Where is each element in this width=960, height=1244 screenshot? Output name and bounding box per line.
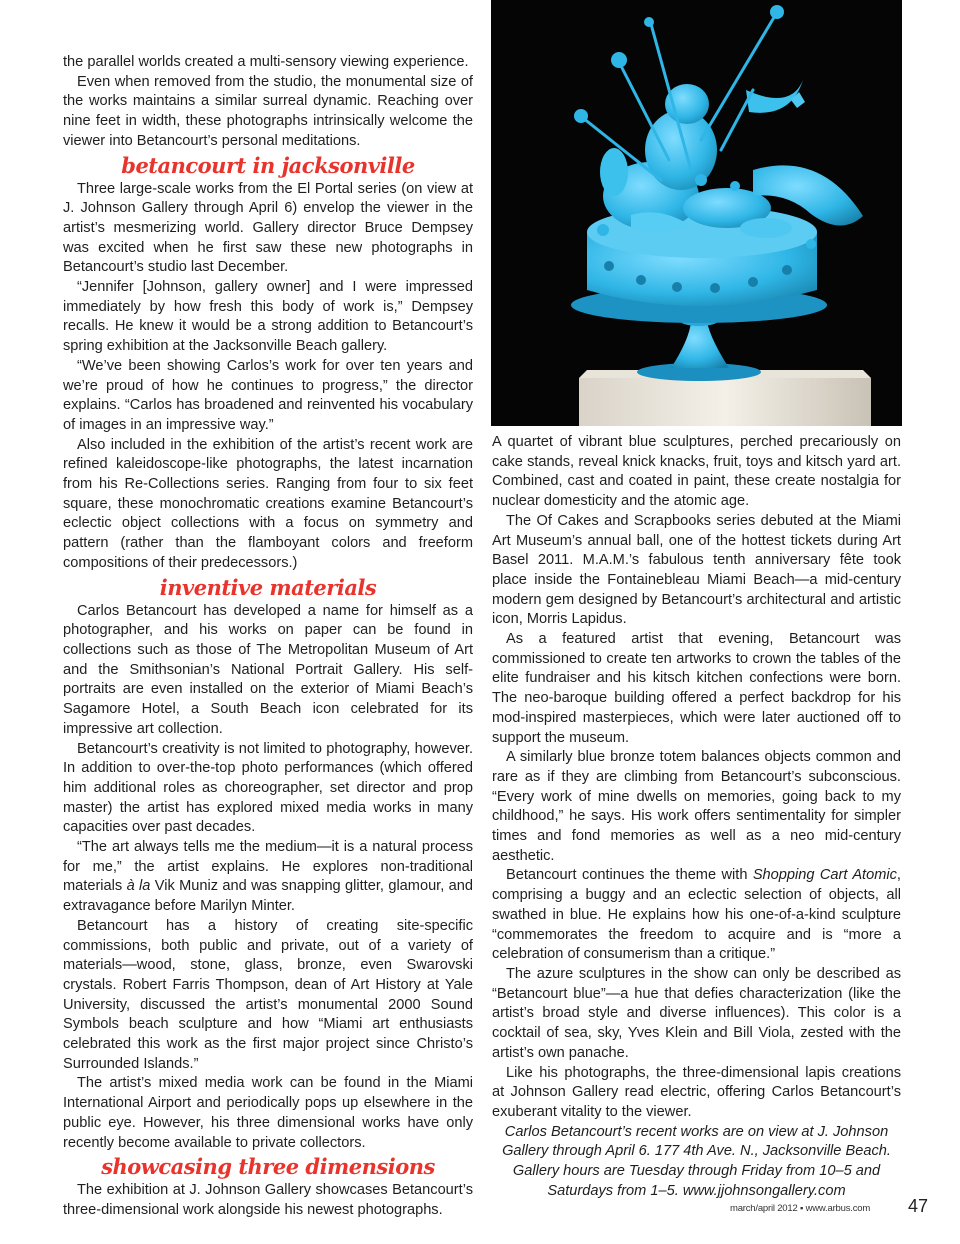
page-number: 47 [908,1196,929,1216]
italic-run: à la [126,878,151,895]
body-paragraph: Betancourt’s creativity is not limited to photography, however. In addition to over-the-top photo performances (which offered him additional roles as choreographer, set director and prop master) the artist has explored mixed media works in many capacities over past decades. [63,740,473,836]
body-paragraph: A similarly blue bronze totem balances objects common and rare as if they are climbing from Betancourt’s subconscious. “Every work of mine dwells on memories, going back to my childhood,” he says. His work offers sentimentality for simpler times and fond memories as well as a neo mid-century aesthetic. [492,749,901,864]
page-footer [730,1196,930,1220]
body-paragraph: Even when removed from the studio, the monumental size of the works maintains a similar surreal dynamic. Reaching over nine feet in width, these photographs intrinsically welcome the viewer into Betancourt’s personal meditations. [63,73,473,149]
issue-line: march/april 2012 ▪ www.arbus.com [730,1203,871,1214]
body-paragraph: Carlos Betancourt has developed a name for himself as a photographer, and his works on paper can be found in collections such as those of The Metropolitan Museum of Art and the Smithsonian’s National Portrait Gallery. His self-portraits are even installed on the exterior of Miami Beach’s Sagamore Hotel, a South Beach icon celebrated for its impressive art collection. [63,602,473,737]
text-run: “The art always tells me the medium—it is a natural process for me,” the artist explains. He explores non-traditional materials [63,839,473,895]
right-column [492,433,901,1201]
text-run: , comprising a buggy and an eclectic selection of objects, all swathed in blue. He explains how his one-of-a-kind sculpture “commemorates the freedom to acquire and is “more a celebration of consumerism than a critique.” [492,867,901,963]
text-run: Vik Muniz and was snapping glitter, glamour, and extravagance before Marilyn Minter. [63,878,474,915]
sculpture-photo [491,0,902,426]
body-paragraph: The Of Cakes and Scrapbooks series debuted at the Miami Art Museum’s annual ball, one of the hottest tickets during Art Basel 2011. M.A.M.’s fabulous tenth anniversary fête took place inside the Fontainebleau Miami Beach—a mid-century modern gem designed by Betancourt’s architectural and artistic icon, Morris Lapidus. [492,512,901,628]
body-paragraph: the parallel worlds created a multi-sensory viewing experience. [63,54,469,70]
body-paragraph: Three large-scale works from the El Portal series (on view at J. Johnson Gallery through April 6) envelop the viewer in the artist’s mesmerizing world. Gallery director Bruce Dempsey was excited when he first saw these new photographs in Betancourt’s studio last December. [63,180,473,276]
body-paragraph: The exhibition at J. Johnson Gallery showcases Betancourt’s three-dimensional work alongside his newest photographs. [63,1182,473,1218]
section-heading: inventive materials [159,574,377,600]
section-heading: betancourt in jacksonville [121,152,415,178]
body-paragraph [63,838,473,917]
body-paragraph: Betancourt has a history of creating site-specific commissions, both public and private, out of a variety of materials—wood, stone, glass, bronze, even Swarovski crystals. Robert Farris Thompson, dean of Art History at Yale University, discussed the artist’s monumental 2000 Sound Symbols beach sculpture and how “Miami art enthusiasts celebrated this work as the first major project since Christo’s Surrounded Islands.” [63,917,473,1072]
blue-cake-sculpture-image [491,0,902,426]
body-paragraph: The artist’s mixed media work can be found in the Miami International Airport and periodically pops up elsewhere in the public eye. However, his three dimensional works have only recently become available to private collectors. [63,1075,473,1151]
italic-run: Shopping Cart Atomic [752,867,897,884]
body-paragraph [492,866,901,965]
photo-caption: A quartet of vibrant blue sculptures, perched precariously on cake stands, reveal knick knacks, fruit, toys and kitsch yard art. Combined, cast and coated in paint, these create nostalgia for nuclear domesticity and the atomic age. [492,434,901,510]
body-paragraph: As a featured artist that evening, Betancourt was commissioned to create ten artworks to crown the tables of the elite fundraiser and his kitsch kitchen confections were born. The neo-baroque building offered a perfect backdrop for his mod-inspired masterpieces, which were later auctioned off to support the museum. [492,631,901,746]
body-paragraph: The azure sculptures in the show can only be described as “Betancourt blue”—a hue that defies characterization (like the artist’s broad style and diverse influences). This color is a cocktail of sea, sky, Yves Klein and Bill Viola, zested with the artist’s own panache. [492,965,901,1061]
body-paragraph: “Jennifer [Johnson, gallery owner] and I were impressed immediately by how fresh this body of work is,” Dempsey recalls. He knew it would be a strong addition to Betancourt’s spring exhibition at the Jacksonville Beach gallery. [63,279,473,355]
body-paragraph: Like his photographs, the three-dimensional lapis creations at Johnson Gallery read electric, offering Carlos Betancourt’s exuberant vitality to the viewer. [492,1064,901,1120]
exhibition-credit: Carlos Betancourt’s recent works are on view at J. Johnson Gallery through April 6. 177 4th Ave. N., Jacksonville Beach. Gallery hours are Tuesday through Friday from 10–5 and Saturdays from 1–5. www.jjohnsongallery.com [502,1123,891,1199]
section-heading: showcasing three dimensions [101,1154,435,1180]
body-paragraph: “We’ve been showing Carlos’s work for over ten years and we’re proud of how he continues to progress,” the director explains. “Carlos has broadened and reinvented his vocabulary of images in an impressive way.” [63,357,473,433]
left-column [63,53,473,1221]
text-run: Betancourt continues the theme with [506,867,753,884]
body-paragraph: Also included in the exhibition of the artist’s recent work are refined kaleidoscope-like photographs, the latest incarnation from his Re-Collections series. Ranging from four to six feet square, these monochromatic creations examine Betancourt’s eclectic object collections with a focus on symmetry and pattern (rather than the flamboyant colors and freeform compositions of their predecessors.) [63,436,473,571]
